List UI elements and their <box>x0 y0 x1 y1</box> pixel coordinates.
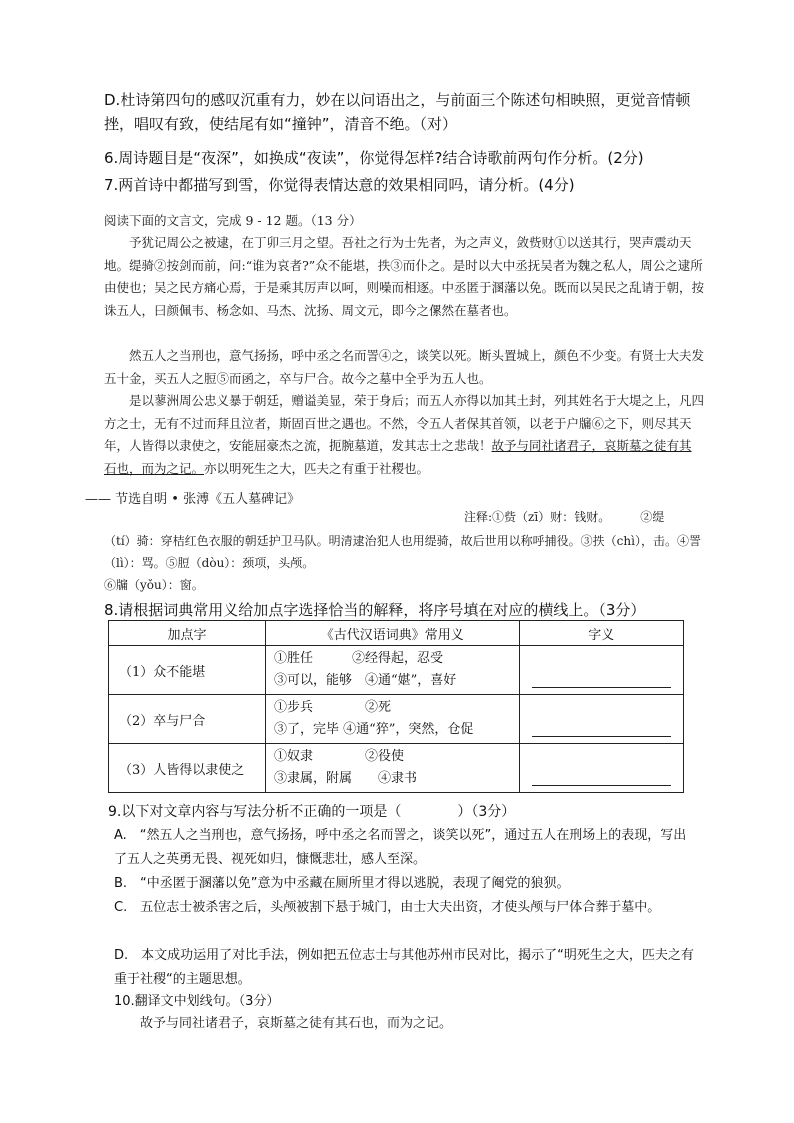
table-header-row <box>109 621 684 646</box>
answer-blank-cell[interactable] <box>519 695 683 744</box>
answer-blank-line[interactable] <box>532 769 671 786</box>
question-8: 8.请根据词典常用义给加点字选择恰当的解释，将序号填在对应的横线上。（3分） <box>104 601 646 619</box>
table-row <box>109 744 684 793</box>
definition-line: ①奴隶 ②役使 <box>273 749 404 764</box>
definition-line: ③了，完毕 ④通“猝”，突然，仓促 <box>273 722 474 737</box>
option-b: B. “中丞匿于溷藩以免”意为中丞藏在厕所里才得以逃脱，表现了阉党的狼狈。 <box>114 876 570 891</box>
header-definitions: 《古代汉语词典》常用义 <box>265 621 519 646</box>
definition-line: ③可以，能够 ④通“媅”，喜好 <box>273 673 457 688</box>
dictionary-table <box>108 620 684 793</box>
answer-blank-cell[interactable] <box>519 646 683 695</box>
row-definitions <box>265 744 519 793</box>
row-definitions <box>265 695 519 744</box>
option-d: D. 本文成功运用了对比手法，例如把五位志士与其他苏州市民对比，揭示了“明死生之大，匹夫之有重于社稷“的主题思想。 <box>114 948 694 987</box>
passage-paragraph-3-end: 亦以明死生之大，匹夫之有重于社稷也。 <box>204 460 430 476</box>
passage-source: —— 节选自明 • 张溥《五人墓碑记》 <box>85 492 301 507</box>
option-c: C. 五位志士被杀害之后，头颅被割下悬于城门，由士大夫出资，才使头颅与尸体合葬于墓中。 <box>114 900 661 915</box>
row-word: （1）众不能堪 <box>109 646 266 695</box>
passage-paragraph-1: 予犹记周公之被逮，在丁卯三月之望。吾社之行为士先者，为之声义，敛赀财①以送其行，哭声震动天地。缇骑②按剑而前，问:“谁为哀者?”众不能堪，抶③而仆之。是时以大中丞抚吴者为魏之私人，周公之逮所由使也；吴之民方痛心焉，于是乘其厉声以呵，则噪而相逐。中丞匿于溷藩以免。既而以吴民之乱请于朝，按诛五人，曰颜佩韦、杨念如、马杰、沈扬、周文元，即今之傫然在墓者也。 <box>104 235 705 318</box>
question-7: 7.两首诗中都描写到雪，你觉得表情达意的效果相同吗，请分析。(4分) <box>104 176 575 194</box>
table-row <box>109 695 684 744</box>
header-meaning: 字义 <box>519 621 683 646</box>
option-a: A. “然五人之当刑也，意气扬扬，呼中丞之名而詈之，谈笑以死”，通过五人在刑场上的表现，写出了五人之英勇无畏、视死如归，慷慨悲壮，感人至深。 <box>114 828 687 867</box>
passage-intro: 阅读下面的文言文，完成 9 - 12 题。（13 分） <box>104 213 362 228</box>
question-6: 6.周诗题目是“夜深”，如换成“夜读”，你觉得怎样?结合诗歌前两句作分析。(2分) <box>104 149 644 167</box>
answer-blank-line[interactable] <box>532 671 671 688</box>
note-2: （tí）骑：穿桔红色衣服的朝廷护卫马队。明清逮治犯人也用缇骑，故后世用以称呼捕役。③抶（chì），击。④詈（lì）：骂。⑤脰（dòu）：颈项，头颅。 <box>104 534 701 570</box>
header-word: 加点字 <box>109 621 266 646</box>
definition-line: ①步兵 ②死 <box>273 700 391 715</box>
note-3: ⑥牖（yǒu）：窗。 <box>104 578 204 592</box>
passage-paragraph-3 <box>104 390 704 480</box>
definition-line: ①胜任 ②经得起，忍受 <box>273 651 443 666</box>
underlined-sentence: 故予与同社诸君子，哀斯墓之徒有其石也，而为之记。 <box>104 438 692 476</box>
answer-blank-cell[interactable] <box>519 744 683 793</box>
table-row <box>109 646 684 695</box>
passage-paragraph-3-text: 是以蓼洲周公忠义暴于朝廷，赠谥美显，荣于身后；而五人亦得以加其土封，列其姓名于大堤之上，凡四方之士，无有不过而拜且泣者，斯固百世之遇也。不然，令五人者保其首领，以老于户牖⑥之下，则尽其天年，人皆得以隶使之，安能屈豪杰之流，扼腕墓道，发其志士之悲哉！ <box>104 393 705 453</box>
row-definitions <box>265 646 519 695</box>
row-word: （3）人皆得以隶使之 <box>109 744 266 793</box>
note-1: 注释:①赀（zī）财：钱财。 ②缇 <box>464 510 665 524</box>
translation-sentence: 故予与同社诸君子，哀斯墓之徒有其石也，而为之记。 <box>140 1016 453 1031</box>
passage-paragraph-2: 然五人之当刑也，意气扬扬，呼中丞之名而詈④之，谈笑以死。断头置城上，颜色不少变。有贤士大夫发五十金，买五人之脰⑤而函之，卒与尸合。故今之墓中全乎为五人也。 <box>104 348 705 386</box>
answer-blank-line[interactable] <box>532 720 671 737</box>
question-d-option: D.杜诗第四句的感叹沉重有力，妙在以问语出之，与前面三个陈述句相映照，更觉音情顿挫，唱叹有致，使结尾有如“撞钟”，清音不绝。（对） <box>104 91 691 133</box>
definition-line: ③隶属，附属 ④隶书 <box>273 771 417 786</box>
question-10: 10.翻译文中划线句。（3分） <box>114 994 280 1009</box>
question-9: 9.以下对文章内容与写法分析不正确的一项是（ ）（3分） <box>108 804 516 820</box>
row-word: （2）卒与尸合 <box>109 695 266 744</box>
